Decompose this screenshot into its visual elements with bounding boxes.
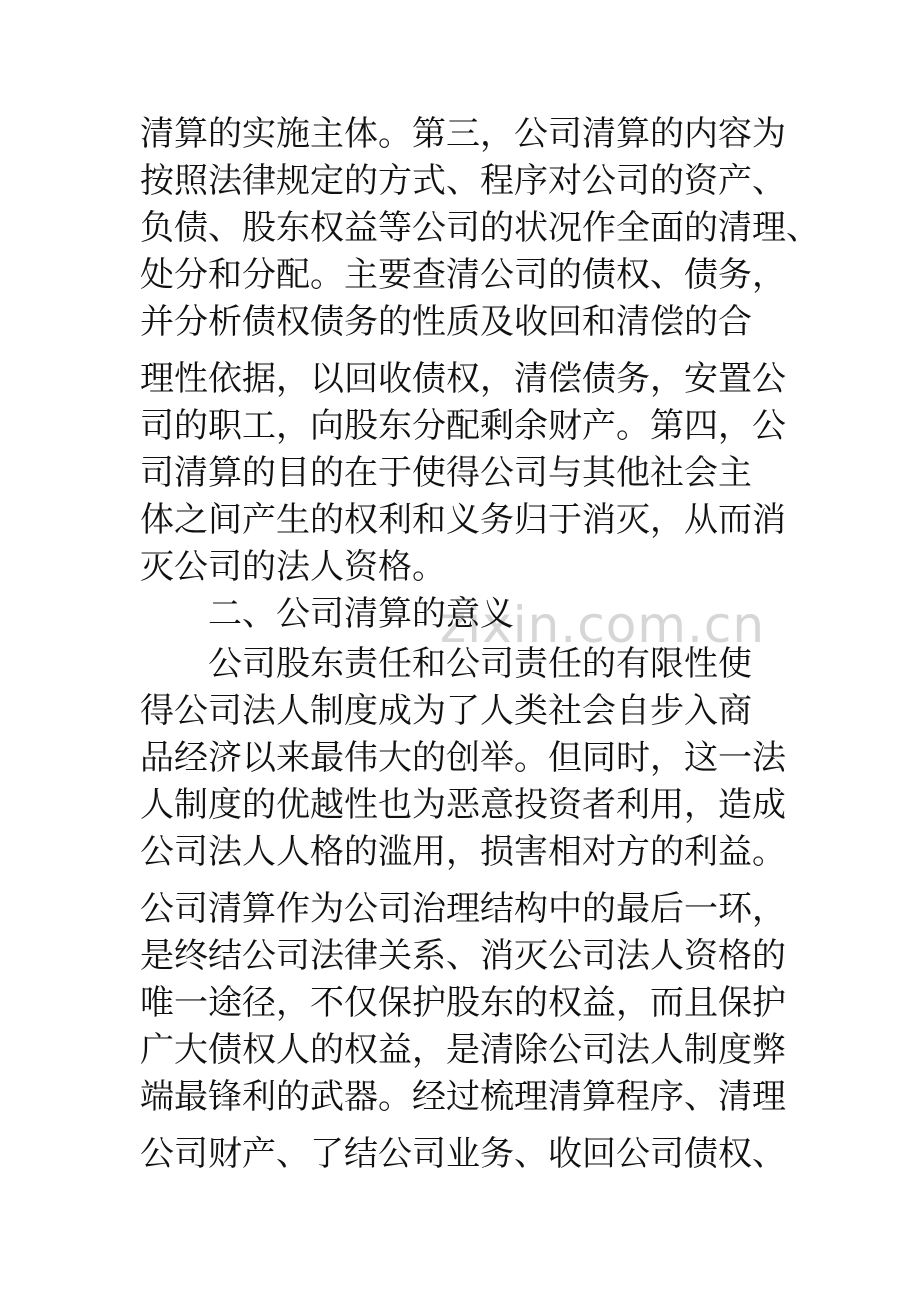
text-line: 公司法人人格的滥用，损害相对方的利益。 (140, 832, 786, 872)
text-line: 是终结公司法律关系、消灭公司法人资格的 (140, 936, 786, 976)
text-line: 广大债权人的权益，是清除公司法人制度弊 (140, 1030, 786, 1070)
section-heading: 二、公司清算的意义 (208, 594, 514, 634)
text-line: 按照法律规定的方式、程序对公司的资产、 (140, 161, 786, 201)
text-line: 体之间产生的权利和义务归于消灭，从而消 (140, 500, 786, 540)
text-line: 公司清算作为公司治理结构中的最后一环， (140, 889, 786, 929)
watermark: zixin.com.cn (440, 596, 766, 654)
text-line: 处分和分配。主要查清公司的债权、债务， (140, 255, 786, 295)
text-line: 司的职工，向股东分配剩余财产。第四，公 (140, 406, 786, 446)
text-line: 清算的实施主体。第三，公司清算的内容为 (140, 114, 786, 154)
text-line: 唯一途径，不仅保护股东的权益，而且保护 (140, 983, 786, 1023)
text-line: 理性依据，以回收债权，清偿债务，安置公 (140, 359, 786, 399)
text-line: 公司股东责任和公司责任的有限性使 (208, 644, 752, 684)
text-line: 并分析债权债务的性质及收回和清偿的合 (140, 302, 752, 342)
text-line: 灭公司的法人资格。 (140, 547, 446, 587)
text-line: 公司财产、了结公司业务、收回公司债权、 (140, 1134, 786, 1174)
text-line: 负债、股东权益等公司的状况作全面的清理、 (140, 208, 820, 248)
text-line: 人制度的优越性也为恶意投资者利用，造成 (140, 785, 786, 825)
text-line: 得公司法人制度成为了人类社会自步入商 (140, 691, 752, 731)
text-line: 品经济以来最伟大的创举。但同时，这一法 (140, 738, 786, 778)
text-line: 端最锋利的武器。经过梳理清算程序、清理 (140, 1077, 786, 1117)
text-line: 司清算的目的在于使得公司与其他社会主 (140, 453, 752, 493)
